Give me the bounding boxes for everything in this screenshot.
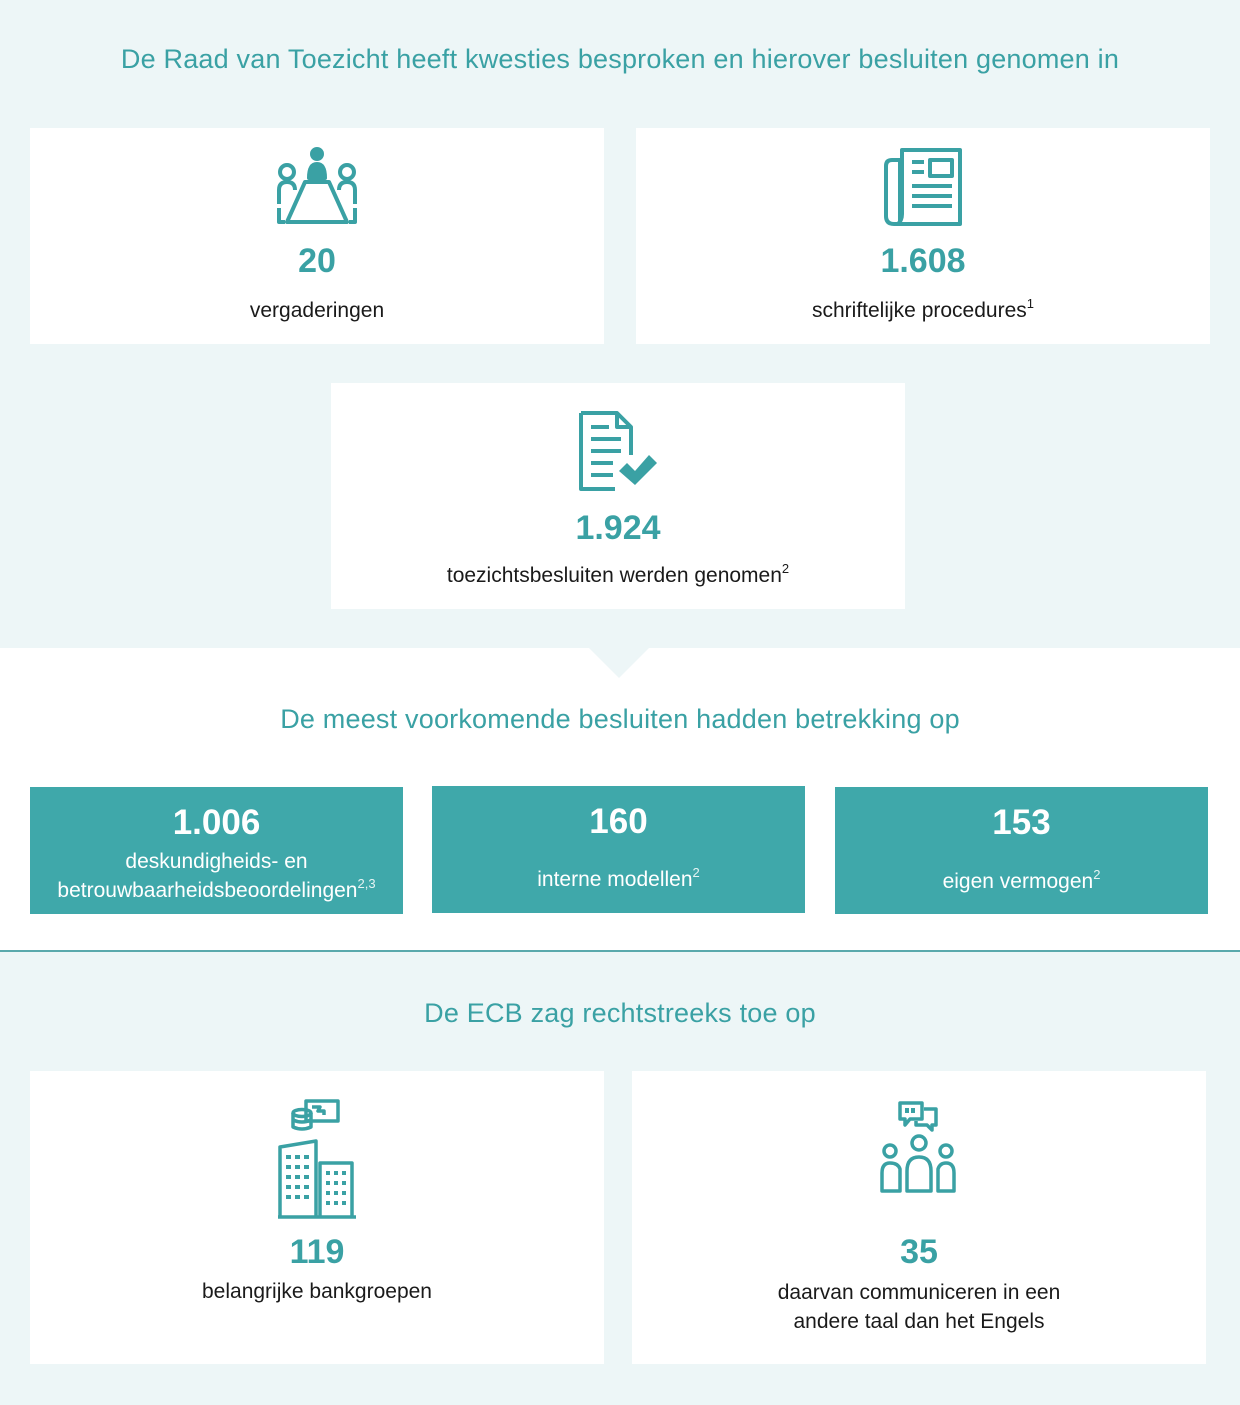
decisions-card bbox=[331, 383, 905, 609]
bank-buildings-icon bbox=[276, 1099, 358, 1221]
checked-document-icon bbox=[577, 409, 659, 493]
section-pointer bbox=[589, 648, 649, 678]
meetings-label: vergaderingen bbox=[249, 299, 385, 322]
tile-internal-models-value: 160 bbox=[589, 802, 648, 841]
tile-fit-and-proper bbox=[30, 787, 403, 914]
tile-own-funds-label: eigen vermogen$^2$ bbox=[942, 867, 1101, 893]
banks-label: belangrijke bankgroepen bbox=[201, 1280, 432, 1303]
tile-fit-and-proper-value: 1.006 bbox=[172, 803, 261, 842]
banks-value: 119 bbox=[289, 1233, 345, 1271]
tile-own-funds bbox=[835, 787, 1208, 914]
tile-internal-models-label: interne modellen$^2$ bbox=[537, 865, 700, 891]
people-speech-icon bbox=[878, 1099, 960, 1195]
tile-fit-and-proper-line1: deskundigheids- en bbox=[125, 850, 308, 873]
decisions-value: 1.924 bbox=[575, 509, 661, 547]
tile-own-funds-value: 153 bbox=[992, 803, 1051, 842]
section1-heading: De Raad van Toezicht heeft kwesties besproken en hierover besluiten genomen in bbox=[120, 44, 1120, 74]
written-procedures-value: 1.608 bbox=[880, 242, 966, 280]
section3-heading: De ECB zag rechtstreeks toe op bbox=[424, 998, 816, 1028]
meetings-card bbox=[30, 128, 604, 344]
written-procedures-label: schriftelijke procedures$^1$ bbox=[812, 296, 1034, 322]
section2-heading: De meest voorkomende besluiten hadden betrekking op bbox=[280, 704, 960, 734]
meetings-value: 20 bbox=[298, 242, 336, 280]
tile-fit-and-proper-line2: betrouwbaarheidsbeoordelingen$^{2,3}$ bbox=[57, 876, 376, 902]
documents-icon bbox=[882, 146, 964, 226]
meeting-table-icon bbox=[275, 146, 359, 226]
languages-line2: andere taal dan het Engels bbox=[793, 1310, 1045, 1333]
tile-internal-models bbox=[432, 786, 805, 913]
languages-card bbox=[632, 1071, 1206, 1364]
written-procedures-card bbox=[636, 128, 1210, 344]
languages-line1: daarvan communiceren in een bbox=[777, 1281, 1061, 1304]
banks-card bbox=[30, 1071, 604, 1364]
decisions-label: toezichtsbesluiten werden genomen$^2$ bbox=[446, 561, 790, 587]
languages-value: 35 bbox=[900, 1233, 938, 1271]
